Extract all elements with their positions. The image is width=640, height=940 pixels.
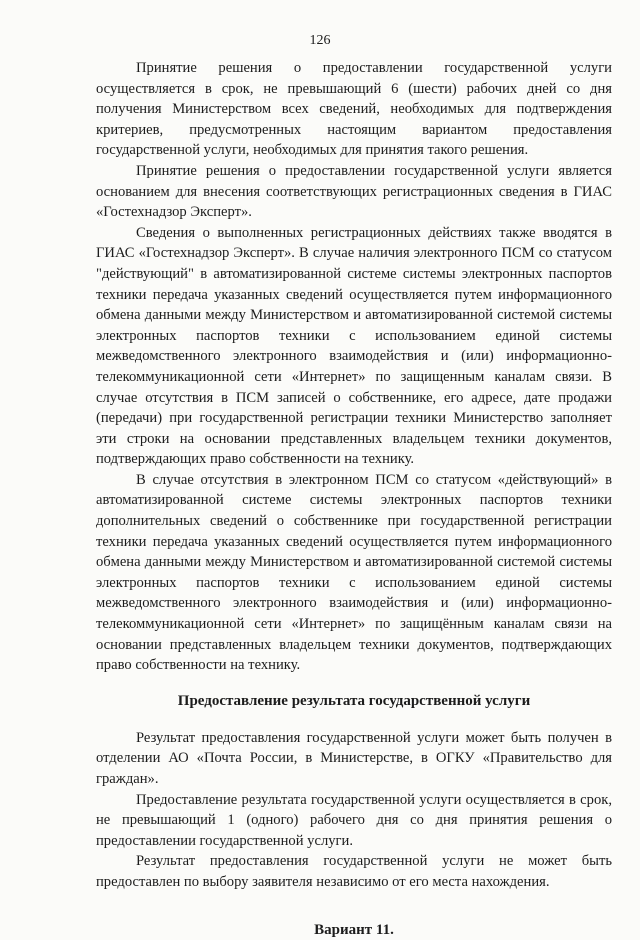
paragraph-result-deadline: Предоставление результата государственной услуги осуществляется в срок, не превышающий 1 (одного) рабочего дня со дня принятия решения о предоставлении государственной услуги. <box>96 791 612 849</box>
paragraph-result-delivery: Результат предоставления государственной услуги может быть получен в отделении АО «Почта России, в Министерстве, в ОГКУ «Правительство для граждан». <box>96 729 612 787</box>
paragraph-decision-deadline: Принятие решения о предоставлении государственной услуги осуществляется в срок, не превышающий 6 (шести) рабочих дней со дня получения Министерством всех сведений, необходимых для подтверждения критериев, предусмотренных настоящим вариантом предоставления государственной услуги, необходимых для принятия такого решения. <box>96 60 612 159</box>
paragraph-registration-data: Сведения о выполненных регистрационных действиях также вводятся в ГИАС «Гостехнадзор Эксперт». В случае наличия электронного ПСМ со статусом "действующий" в автоматизированной системе системы электронных паспортов техники передача указанных сведений осуществляется путем информационного обмена данными между Министерством и автоматизированной системой системы электронных паспортов техники с использованием единой системы межведомственного электронного взаимодействия и (или) информационно-телекоммуникационной сети «Интернет» по защищенным каналам связи. В случае отсутствия в ПСМ записей о собственнике, его адресе, дате продажи (передачи) при государственной регистрации техники Министерство заполняет эти строки на основании представленных владельцем техники документов, подтверждающих право собственности на технику. <box>96 224 612 468</box>
page-number: 126 <box>309 33 331 48</box>
document-body <box>96 58 612 940</box>
paragraph-result-location: Результат предоставления государственной услуги не может быть предоставлен по выбору заявителя независимо от его места нахождения. <box>96 853 612 890</box>
variant-title: Вариант 11. <box>314 921 394 938</box>
paragraph-decision-basis: Принятие решения о предоставлении государственной услуги является основанием для внесения соответствующих регистрационных сведения в ГИАС «Гостехнадзор Эксперт». <box>96 162 612 221</box>
section-heading: Предоставление результата государственной услуги <box>177 692 531 709</box>
paragraph-missing-owner-data: В случае отсутствия в электронном ПСМ со статусом «действующий» в автоматизированной системе системы электронных паспортов техники дополнительных сведений о собственнике при государственной регистрации техники передача указанных сведений осуществляется путем информационного обмена данными между Министерством и автоматизированной системой системы электронных паспортов техники с использованием единой системы межведомственного электронного взаимодействия и (или) информационно-телекоммуникационной сети «Интернет» по защищённым каналам связи на основании представленных владельцем техники документов, подтверждающих право собственности на технику. <box>96 471 612 674</box>
